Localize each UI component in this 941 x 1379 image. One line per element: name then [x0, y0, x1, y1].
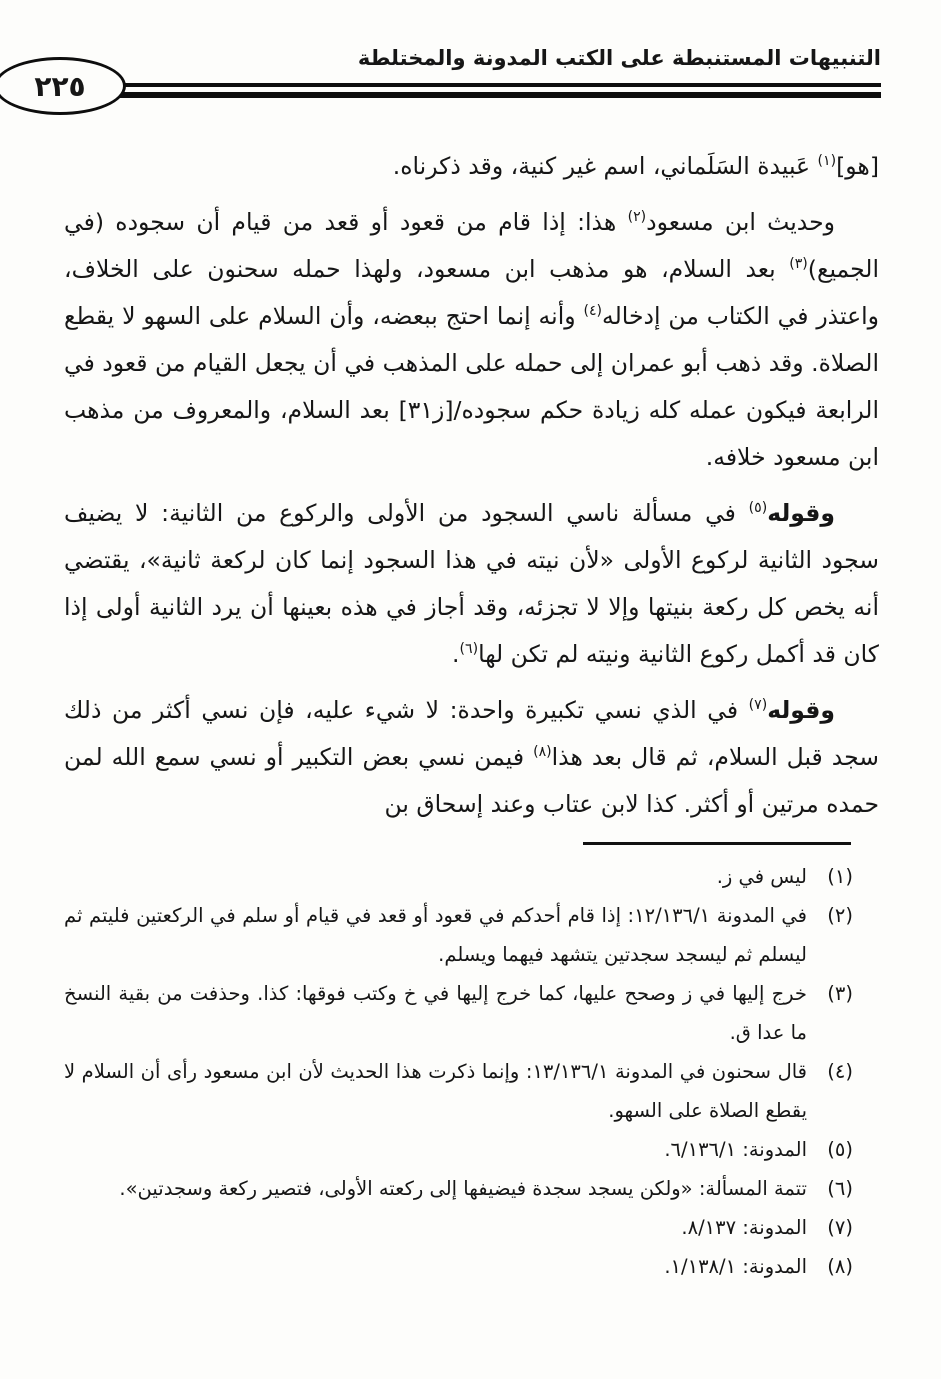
footnote-ref-5: (٥) [748, 500, 768, 517]
text-segment: وأنه إنما احتج ببعضه، وأن السلام على السهو لا يقطع الصلاة. وقد ذهب أبو عمران إلى حمله على المذهب في أن يجعل القيام من قعود في الرابعة فيكون عمله كله زيادة حكم سجوده/[ز٣١] بعد السلام، والمعروف من مذهب ابن مسعود خلافه. [64, 302, 879, 472]
footnote-ref-1: (١) [817, 153, 837, 170]
header-rule [33, 69, 881, 117]
footnote-ref-6: (٦) [459, 641, 479, 658]
footnote-number: (٦) [827, 1176, 853, 1200]
text-segment: هذا: إذا قام من قعود أو قعد من قيام أن سجوده (في الجميع) [64, 208, 879, 284]
body-text [64, 143, 879, 828]
footnote-number: (٣) [827, 981, 853, 1005]
footnote-number: (٢) [827, 903, 853, 927]
running-head-title: التنبيهات المستنبطة على الكتب المدونة والمختلطة [357, 46, 881, 70]
footnote-text: في المدونة ١٢/١٣٦/١: إذا قام أحدكم في قعود أو قعد في قيام أو سلم في الركعتين فليتم ثم ليسلم ثم ليسجد سجدتين يتشهد فيهما ويسلم. [64, 903, 808, 966]
footnote-number: (٤) [827, 1059, 853, 1083]
text-segment: . [452, 640, 460, 669]
footnote-text: ليس في ز. [716, 864, 807, 888]
footnote-number: (٨) [827, 1254, 853, 1278]
footnote-8 [64, 1247, 879, 1286]
paragraph-3 [64, 490, 879, 678]
text-segment: في الذي نسي تكبيرة واحدة: لا شيء عليه، فإن نسي أكثر من ذلك سجد قبل السلام، ثم قال بعد هذا [64, 696, 879, 772]
paragraph-2 [64, 199, 879, 481]
footnote-1 [64, 857, 879, 896]
lead-word: وقوله [767, 696, 835, 725]
footnote-7 [64, 1208, 879, 1247]
footnote-text: المدونة: ١/١٣٨/١. [664, 1254, 807, 1278]
footnote-number: (١) [827, 864, 853, 888]
footnote-text: المدونة: ٨/١٣٧. [681, 1215, 807, 1239]
footnote-2 [64, 896, 879, 974]
footnote-number: (٧) [827, 1215, 853, 1239]
footnote-separator [583, 842, 851, 845]
paragraph-4 [64, 687, 879, 828]
footnote-6 [64, 1169, 879, 1208]
text-segment: وحديث ابن مسعود [646, 208, 836, 237]
paragraph-1 [64, 143, 879, 190]
footnote-text: المدونة: ٦/١٣٦/١. [664, 1137, 807, 1161]
footnote-text: تتمة المسألة: «ولكن يسجد سجدة فيضيفها إلى ركعته الأولى، فتصير ركعة وسجدتين». [119, 1176, 807, 1200]
footnote-ref-2: (٢) [627, 209, 647, 226]
footnote-ref-4: (٤) [583, 303, 603, 320]
text-segment: في مسألة ناسي السجود من الأولى والركوع من الثانية: لا يضيف سجود الثانية لركوع الأولى «لأن نيته في هذا السجود إنما كان لركعة ثانية»، يقتضي أنه يخص كل ركعة بنيتها وإلا لا تجزئه، وقد أجاز في هذه بعينها أن يرد الثانية أولى إذا كان قد أكمل ركوع الثانية ونيته لم تكن لها [64, 499, 879, 669]
footnote-ref-3: (٣) [789, 256, 808, 273]
footnote-text: قال سحنون في المدونة ١٣/١٣٦/١: وإنما ذكرت هذا الحديث لأن ابن مسعود رأى أن السلام لا يقطع الصلاة على السهو. [64, 1059, 807, 1122]
text-segment: فيمن نسي بعض التكبير أو نسي سمع الله لمن حمده مرتين أو أكثر. كذا لابن عتاب وعند إسحاق بن [64, 743, 879, 819]
text-segment: [هو] [836, 152, 879, 181]
footnote-ref-7: (٧) [748, 697, 768, 714]
text-segment: بعد السلام، هو مذهب ابن مسعود، ولهذا حمله سحنون على الخلاف، واعتذر في الكتاب من إدخاله [64, 255, 879, 331]
footnote-number: (٥) [827, 1137, 853, 1161]
page-header [0, 0, 941, 117]
lead-word: وقوله [767, 499, 835, 528]
footnote-5 [64, 1130, 879, 1169]
text-segment: عَبيدة السَلَماني، اسم غير كنية، وقد ذكرناه. [392, 152, 818, 181]
header-rule-bottom-bar [58, 92, 881, 98]
footnote-4 [64, 1052, 879, 1130]
footnote-3 [64, 974, 879, 1052]
page-number-badge [0, 57, 126, 115]
header-rule-top-bar [58, 83, 881, 87]
footnotes-section [64, 842, 879, 1286]
footnote-ref-8: (٨) [533, 744, 552, 761]
footnote-text: خرج إليها في ز وصحح عليها، كما خرج إليها في خ وكتب فوقها: كذا. وحذفت من بقية النسخ ما عدا ق. [64, 981, 807, 1044]
page-number: ٢٢٥ [34, 69, 86, 103]
